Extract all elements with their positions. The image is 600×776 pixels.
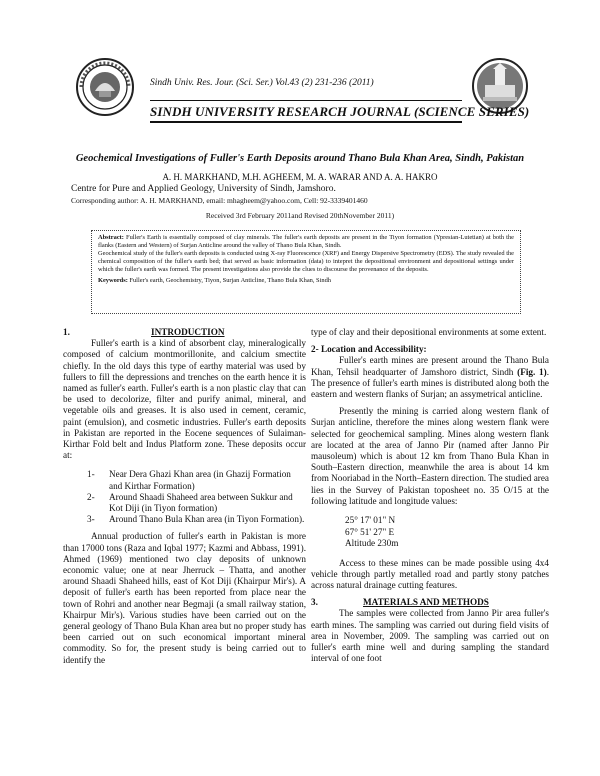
received-date: Received 3rd February 2011and Revised 20thNovember 2011): [205, 211, 395, 220]
paper-title: Geochemical Investigations of Fuller's Earth Deposits around Thano Bula Khan Area, Sindh, Pakistan: [75, 153, 525, 164]
intro-paragraph-1: Fuller's earth is a kind of absorbent clay, mineralogically composed of calcium montmorillonite, and calcium smectite chiefly. In the old days this type of earthy material was used by fullers to fill the depressions and trenches on the earth hence it is named as fuller's earth. Fuller's earth is a non plastic clay that can be used to decolorize, filter and purify animal, mineral, and vegetable oils and greases. It is also used in cement, ceramic, paint (emulsion), and cosmetic industries. Fuller's earth deposits in Pakistan are reported in the Eocene sequences of Sulaiman-Kirthar Fold belt and Indus Platform zone. These deposits occur at:: [63, 338, 306, 461]
abstract-box: [91, 230, 521, 314]
list-item: 1- Near Dera Ghazi Khan area (in Ghazij Formation and Kirthar Formation): [87, 469, 291, 491]
list-item: 3- Around Thano Bula Khan area (in Tiyon Formation).: [87, 514, 305, 525]
header-divider: [150, 100, 462, 101]
section-methods-heading: 3. MATERIALS AND METHODS: [311, 597, 489, 608]
intro-paragraph-2: Annual production of fuller's earth in Pakistan is more than 17000 tons (Raza and Iqbal 1977; Kazmi and Abbass, 1991). Ahmed (1969) mentioned two clay deposits of unknown economic value; one at near Jherruck – Thatta, and another around Shaadi Shaheed hills, east of Kot Diji (Khairpur Mir's). A deposit of fuller's earth has been reported from place near the town of Rohri and another near Begmaji (a small railway station, Khairpur Mir's). Various studies have been carried out on the general geology of Thano Bula Khan area but no proper study has been carried out on such economical important mineral commodity. So for, the present study is being carried out to identify the: [63, 531, 306, 665]
intro-continuation: type of clay and their depositional environments at some extent.: [311, 327, 547, 337]
header-divider-thick: [150, 121, 462, 123]
longitude: 67° 51' 27" E: [345, 526, 395, 537]
deposit-list: [63, 469, 306, 525]
journal-citation-line: Sindh Univ. Res. Jour. (Sci. Ser.) Vol.43 (2) 231-236 (2011): [150, 78, 374, 88]
left-column: [63, 327, 306, 666]
location-paragraph-3: Access to these mines can be made possible using 4x4 vehicle through partly metalled road and partly stony patches across natural drainage cutting features.: [311, 557, 549, 590]
author-list: A. H. MARKHAND, M.H. AGHEEM, M. A. WARAR AND A. A. HAKRO: [162, 172, 438, 182]
methods-paragraph-1: The samples were collected from Janno Pir area fuller's earth mines. The sampling was carried out during field visits of area in November, 2009. The sampling was carried out on fuller's earth mine well and during sampling the standard interval of one foot: [311, 608, 549, 664]
affiliation: Centre for Pure and Applied Geology, University of Sindh, Jamshoro.: [71, 184, 336, 194]
coordinates-block: [345, 515, 549, 550]
location-paragraph-2: Presently the mining is carried along western flank of Surjan anticline, therefore the mines along western flank were selected for geochemical sampling. Mines along western flank are located at the area of Janno Pir (named after Janno Pir mausoleum) which is about 12 km from Thano Bula Khan in South–Eastern direction, meanwhile the area is about 14 km from Nooriabad in the North–Eastern direction. The studied area lies in the Survey of Pakistan toposheet no. 35 O/15 at the following latitude and longitude values:: [311, 406, 549, 506]
abstract-text-1: Fuller's Earth is essentially composed of clay minerals. The fuller's earth deposits are present in the Tiyon formation (Ypresian-Lutetian) at both the flanks (Eastern and Western) of Surjan Anticline around the valley of Thano Bula Khan, Sindh.: [98, 234, 514, 250]
keywords-label: Keywords:: [98, 277, 128, 285]
abstract-label: Abstract:: [98, 234, 124, 241]
abstract-text-2: Geochemical study of the fuller's earth deposits is conducted using X-ray Fluorescence (XRF) and Energy Dispersive Spectrometry (EDS). The study revealed the chemical composition of the fuller's earth bed; that served as basic information (data) to intepret the depositional environment and depositional settings under which the fuller's earth was formed. The present investigations also provide the clues to discourse the provenance of the deposits.: [98, 250, 514, 274]
list-item: 2- Around Shaadi Shaheed area between Sukkur and Kot Diji (in Tiyon formation): [87, 491, 293, 514]
latitude: 25° 17' 01" N: [345, 515, 396, 526]
figure-reference: (Fig. 1): [517, 366, 547, 377]
section-location-heading: 2- Location and Accessibility:: [311, 344, 427, 355]
right-column: [311, 327, 549, 664]
keywords-text: Fuller's earth, Geochemistry, Tiyon, Surjan Anticline, Thano Bula Khan, Sindh: [127, 277, 331, 285]
corresponding-author: Corresponding author: A. H. MARKHAND, email: mhagheem@yahoo.com, Cell: 92-3339401460: [71, 196, 368, 205]
journal-title: SINDH UNIVERSITY RESEARCH JOURNAL (SCIENCE SERIES): [150, 104, 530, 119]
location-paragraph-1: Fuller's earth mines are present around the Thano Bula Khan, Tehsil headquarter of Jamshoro district, Sindh (Fig. 1). The presence of fuller's earth mines is distributed along both the eastern and western flanks of Surjan; an assymetrical anticline.: [311, 355, 549, 400]
section-introduction-heading: 1. INTRODUCTION: [63, 327, 225, 337]
university-seal-logo: [75, 57, 135, 117]
altitude: Altitude 230m: [345, 538, 399, 549]
